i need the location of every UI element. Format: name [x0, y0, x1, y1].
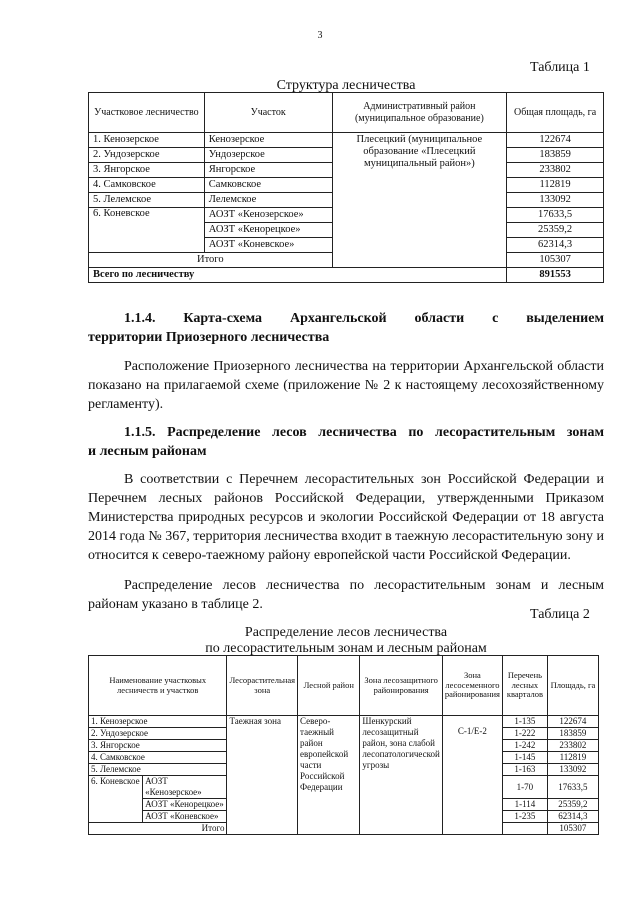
table1-header-district: Административный район (муниципальное образование) [332, 93, 507, 133]
table1-total-value: 891553 [507, 268, 604, 283]
table2-quarters-cell: 1-70 [502, 776, 547, 799]
table2-area-cell: 25359,2 [547, 799, 598, 811]
table2-header-district: Лесной район [298, 656, 360, 716]
table2-zone-cell: Таежная зона [227, 716, 298, 835]
table2-forestry-cell: 4. Самковское [89, 752, 227, 764]
table2-area-cell: 183859 [547, 728, 598, 740]
table2-forestry-cell: 2. Ундозерское [89, 728, 227, 740]
table2-area-cell: 122674 [547, 716, 598, 728]
table1-site-cell: Лелемское [204, 193, 332, 208]
table2-seed-cell: С-1/Е-2 [442, 716, 502, 835]
table1-area-cell: 183859 [507, 148, 604, 163]
table2-forestry-cell: 6. Коневское [89, 776, 143, 823]
table2-label: Таблица 2 [530, 607, 590, 622]
table1-forestry-cell: 1. Кенозерское [89, 133, 205, 148]
table1-area-cell: 122674 [507, 133, 604, 148]
table2-title-line1: Распределение лесов лесничества [244, 625, 448, 640]
table1-area-cell: 62314,3 [507, 238, 604, 253]
table2-quarters-cell: 1-222 [502, 728, 547, 740]
table2-quarters-cell: 1-135 [502, 716, 547, 728]
section-114-heading-line2: территории Приозерного лесничества [88, 330, 330, 345]
table1-site-cell: АОЗТ «Коневское» [204, 238, 332, 253]
table1-area-cell: 25359,2 [507, 223, 604, 238]
table1-district-cell: Плесецкий (муниципальное образование «Плесецкий муниципальный район») [332, 133, 507, 268]
table2-quarters-cell: 1-114 [502, 799, 547, 811]
table2-area-cell: 233802 [547, 740, 598, 752]
table2-protection-cell: Шенкурский лесозащитный район, зона слабой лесопатологической угрозы [360, 716, 442, 835]
table1-site-cell: Самковское [204, 178, 332, 193]
table2-quarters-cell: 1-163 [502, 764, 547, 776]
table2-header-quarters: Перечень лесных кварталов [502, 656, 547, 716]
table2-forestry-cell: 5. Лелемское [89, 764, 227, 776]
table1-header-area: Общая площадь, га [507, 93, 604, 133]
page-number: 3 [317, 30, 323, 41]
table2-header-protection: Зона лесозащитного районирования [360, 656, 442, 716]
table1-site-cell: Ундозерское [204, 148, 332, 163]
table1-title: Структура лесничества [276, 78, 416, 93]
table2-title [88, 625, 604, 657]
table2-subtotal-label: Итого [89, 823, 227, 835]
table1-total-row [89, 268, 604, 283]
table2-area-cell: 17633,5 [547, 776, 598, 799]
table2-header-zone: Лесорастительная зона [227, 656, 298, 716]
table2-header-seed: Зона лесосеменного районирования [442, 656, 502, 716]
section-115-paragraph1: В соответствии с Перечнем лесорастительных зон Российской Федерации и Перечнем лесных районов Российской Федерации, утвержденными Приказом Министерства природных ресурсов и экологии Российской Федерации от 18 августа 2014 года № 367, территория лесничества входит в таежную лесорастительную зону и относится к северо-таежному району европейской части Российской Федерации. [88, 472, 604, 563]
table2-title-line2: по лесорастительным зонам и лесным районам [205, 641, 487, 656]
table2-forestry-cell: 3. Янгорское [89, 740, 227, 752]
section-114-heading-line1: 1.1.4. Карта-схема Архангельской области с выделением [124, 311, 604, 326]
table1-total-label: Всего по лесничеству [89, 268, 507, 283]
table2-area-cell: 133092 [547, 764, 598, 776]
table1-area-cell: 133092 [507, 193, 604, 208]
table1-forestry-cell: 6. Коневское [89, 208, 205, 253]
table1-subtotal-value: 105307 [507, 253, 604, 268]
table2-site-cell: АОЗТ «Кенозерское» [143, 776, 227, 799]
table2-site-cell: АОЗТ «Коневское» [143, 811, 227, 823]
table2-header-name: Наименование участковых лесничеств и участков [89, 656, 227, 716]
table-row [89, 133, 604, 148]
table1-forestry-cell: 4. Самковское [89, 178, 205, 193]
structure-table [88, 92, 604, 283]
section-114-paragraph: Расположение Приозерного лесничества на территории Архангельской области показано на прилагаемой схеме (приложение № 2 к настоящему лесохозяйственному регламенту). [88, 359, 604, 412]
section-115-heading-line1: 1.1.5. Распределение лесов лесничества по лесорастительным зонам [124, 425, 604, 440]
table1-label: Таблица 1 [530, 60, 590, 75]
table1-forestry-cell: 3. Янгорское [89, 163, 205, 178]
section-115-heading-line2: и лесным районам [88, 444, 207, 459]
table2-quarters-cell: 1-145 [502, 752, 547, 764]
table1-header-forestry: Участковое лесничество [89, 93, 205, 133]
table1-area-cell: 17633,5 [507, 208, 604, 223]
table2-subtotal-quarters [502, 823, 547, 835]
table-row [89, 716, 599, 728]
table2-area-cell: 112819 [547, 752, 598, 764]
distribution-table [88, 655, 599, 835]
table1-site-cell: АОЗТ «Кенозерское» [204, 208, 332, 223]
table1-area-cell: 233802 [507, 163, 604, 178]
table1-forestry-cell: 5. Лелемское [89, 193, 205, 208]
table2-forestry-cell: 1. Кенозерское [89, 716, 227, 728]
table2-site-cell: АОЗТ «Кенорецкое» [143, 799, 227, 811]
table1-header-site: Участок [204, 93, 332, 133]
table1-site-cell: Янгорское [204, 163, 332, 178]
table2-header-area: Площадь, га [547, 656, 598, 716]
table1-forestry-cell: 2. Ундозерское [89, 148, 205, 163]
section-115-heading [88, 423, 604, 461]
section-115-paragraph2: Распределение лесов лесничества по лесорастительным зонам и лесным районам указано в таблице 2. [88, 578, 604, 612]
table2-area-cell: 62314,3 [547, 811, 598, 823]
table1-site-cell: Кенозерское [204, 133, 332, 148]
table2-district-cell: Северо-таежный район европейской части Российской Федерации [298, 716, 360, 835]
section-114-heading [88, 309, 604, 347]
table2-quarters-cell: 1-235 [502, 811, 547, 823]
table1-site-cell: АОЗТ «Кенорецкое» [204, 223, 332, 238]
table2-quarters-cell: 1-242 [502, 740, 547, 752]
table1-subtotal-label: Итого [89, 253, 333, 268]
table2-subtotal-value: 105307 [547, 823, 598, 835]
table1-area-cell: 112819 [507, 178, 604, 193]
